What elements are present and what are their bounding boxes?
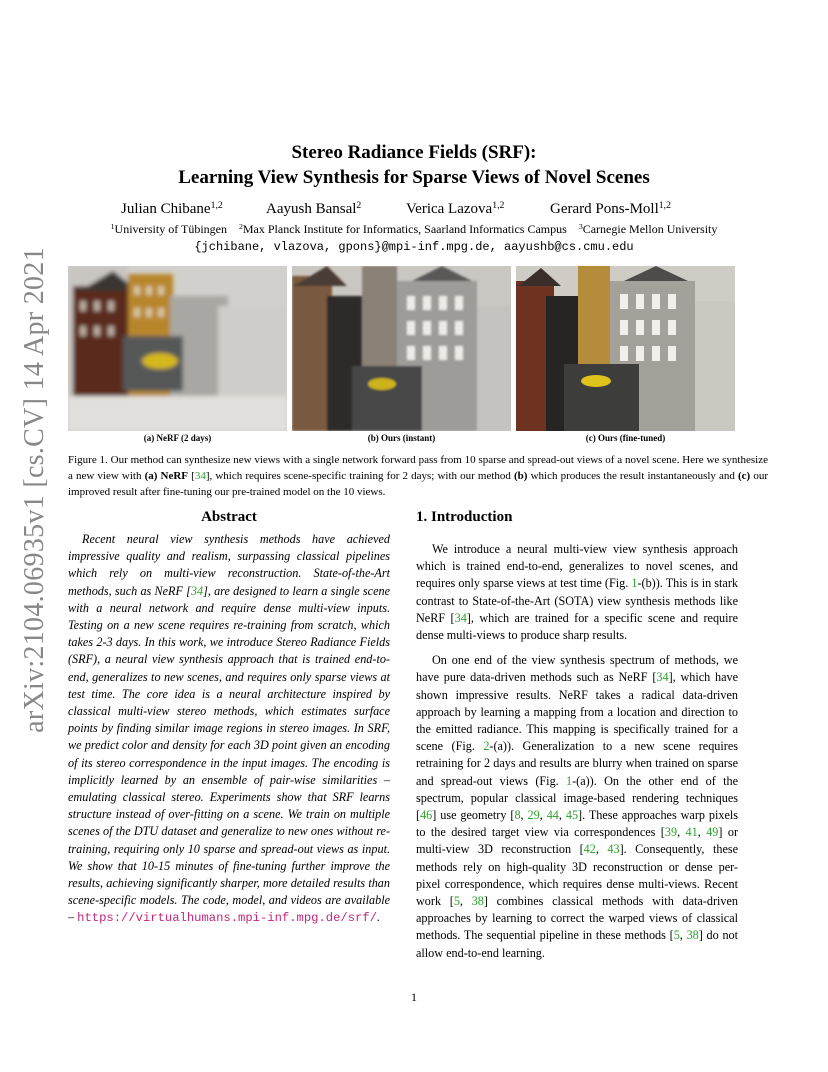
intro-text: ] combines classical methods with data-driven approaches by learning to correct the warped views of classical methods. The sequential pipeline in these methods [ [416,894,739,943]
author-name: Julian Chibane [121,201,211,217]
citation-link[interactable]: 34 [190,583,204,598]
citation-link[interactable]: 46 [420,808,433,823]
intro-text: , [539,808,547,823]
abstract-text: ], are designed to learn a single scene with a neural network and require dense multi-view inputs. Testing on a new scene requires re-training from scratch, which takes 2-3 days. In this work, we introduce Stereo Radiance Fields (SRF), a neural view synthesis approach that is trained end-to-end, generalizes to new scenes, and requires only sparse views at test time. The core idea is a neural architecture inspired by classical multi-view stereo methods, which estimates surface points by finding similar image regions in stereo images. In SRF, we predict color and density for each 3D point given an encoding of its stereo correspondence in the input images. The encoding is implicitly learned by an ensemble of pair-wise similarities – emulating classical stereo. Experiments show that SRF learns structure instead of over-fitting on a scene. We train on multiple scenes of the DTU dataset and generalize to new ones without re-training, requiring only 10 sparse and spread-out views as input. We show that 10-15 minutes of fine-tuning further improve the results, achieving significantly sharper, more detailed results than scene-specific models. The code, model, and videos are available – [68,583,390,925]
project-url-link[interactable]: https://virtualhumans.mpi-inf.mpg.de/srf/ [77,911,378,926]
caption-text: Our method can synthesize new views with a single network forward pass from 10 sparse and spread-out views of a novel scene. Here we synthesize a new view with [68,454,768,482]
intro-text: ] use geometry [ [432,808,515,823]
citation-link[interactable]: 42 [583,842,596,857]
author [266,201,361,218]
citation-link[interactable]: 34 [194,470,206,482]
intro-text: -(a)). Generalization to a new scene requires retraining for 2 days and results are blurry when trained on sparse and spread-out views (Fig. [416,739,738,788]
caption-label: Figure 1. [68,454,108,466]
author [121,201,223,218]
citation-link[interactable]: 38 [471,894,484,909]
author-sup: 2 [356,200,362,212]
scene-image-ours-finetuned [516,266,735,431]
citation-link[interactable]: 43 [607,842,620,857]
affil-sup: 2 [238,222,243,232]
caption-text: which produces the result instantaneously and [527,470,739,482]
citation-link[interactable]: 2 [483,739,490,754]
author [406,201,504,218]
citation-link[interactable]: 29 [527,808,540,823]
intro-body [416,541,738,962]
intro-text: ]. These approaches warp pixels to the desired target view via correspondences [ [416,808,739,840]
affiliation: Carnegie Mellon University [582,222,718,236]
affiliation: Max Planck Institute for Informatics, Saarland Informatics Campus [242,222,567,236]
caption-bold: (a) NeRF [144,470,189,482]
intro-text: ], which are trained for a specific scene and require dense multi-views to produce sharp results. [416,610,738,643]
abstract-text: Recent neural view synthesis methods have achieved impressive quality and realism, surpassing classical pipelines which rely on multi-view reconstruction. State-of-the-Art methods, such as NeRF [ [68,532,390,598]
citation-link[interactable]: 34 [656,670,669,685]
author-name: Verica Lazova [406,201,493,217]
abstract-body [68,531,390,928]
citation-link[interactable]: 44 [546,808,559,823]
affiliation: University of Tübingen [114,222,227,236]
citation-link[interactable]: 8 [514,808,521,823]
intro-text: -(b)). This is in stark contrast to State-of-the-Art (SOTA) view synthesis methods like NeRF [ [416,576,738,625]
intro-paragraph-1 [416,541,738,644]
citation-link[interactable]: 39 [664,825,678,840]
author-name: Aayush Bansal [266,201,357,217]
intro-text: ], which have shown impressive results. NeRF takes a radical data-driven approach by learning a mapping from a location and direction to the emitted radiance. This mapping is specifically trained for a scene (Fig. [416,670,738,754]
citation-link[interactable]: 38 [686,928,699,943]
intro-text: ]. Consequently, these methods rely on high-quality 3D reconstruction or dense per-pixel correspondence, which requires dense multi-views. Recent work [ [416,842,738,909]
scene-image-nerf [68,266,287,431]
paper-title-line-2: Learning View Synthesis for Sparse Views of Novel Scenes [178,167,650,188]
citation-link[interactable]: 1 [566,773,573,788]
citation-link[interactable]: 45 [565,808,579,823]
affil-sup: 1 [110,222,115,232]
citation-link[interactable]: 49 [706,825,719,840]
author-sup: 1,2 [492,200,505,212]
affil-sup: 3 [578,222,583,232]
author-sup: 1,2 [658,200,671,212]
author-sup: 1,2 [210,200,223,212]
arxiv-stamp-text: arXiv:2104.06935v1 [cs.CV] 14 Apr 2021 [19,247,50,733]
subcaption-c: (c) Ours (fine-tuned) [585,433,666,443]
intro-text: , [558,808,566,823]
intro-text: ] or multi-view 3D reconstruction [ [416,825,739,857]
figure-caption: Figure 1. Our method can synthesize new views with a single network forward pass from 10 sparse and spread-out views of a novel scene. Here we synthesize a new view with (a) NeRF [34], which requires scene-specific training for 2 days; with our method (b) which produces the result instantaneously and (c) our improved result after fine-tuning our pre-trained model on the 10 views. [68,454,769,498]
intro-text: -(a)). On the other end of the spectrum, popular classical image-based rendering techniques [ [416,773,738,823]
subcaption-b: (b) Ours (instant) [367,433,436,443]
citation-link[interactable]: 41 [685,825,698,840]
intro-text: ] do not allow end-to-end learning. [416,928,739,960]
author [550,201,671,218]
intro-text: We introduce a neural multi-view view synthesis approach which is trained end-to-end, generalizes to novel scenes, and requires only sparse views at test time (Fig. [416,542,738,591]
citation-link[interactable]: 5 [673,928,680,943]
intro-text: On one end of the view synthesis spectrum of methods, we have pure data-driven methods such as NeRF [ [416,653,738,685]
intro-text: , [677,825,686,840]
figure-panel-ours-instant [292,266,511,431]
intro-text: , [459,894,472,909]
caption-bold: (c) [738,470,751,482]
figure-panel-ours-finetuned [516,266,735,431]
abstract-text: . [377,910,381,925]
affiliations [0,222,828,237]
email-line: {jchibane, vlazova, gpons}@mpi-inf.mpg.de, aayushb@cs.cmu.edu [194,240,634,254]
intro-text: , [697,825,707,840]
author-name: Gerard Pons-Moll [550,201,659,217]
subcaption-a: (a) NeRF (2 days) [143,433,212,443]
caption-text: , which requires scene-specific training for 2 days; with our method [209,470,515,482]
intro-text: , [679,928,687,943]
citation-link[interactable]: 34 [454,610,467,625]
scene-image-ours-instant [292,266,511,431]
intro-heading: 1. Introduction [416,509,513,525]
intro-text: , [595,842,608,857]
intro-text: , [520,808,528,823]
arxiv-stamp [15,247,55,733]
citation-link[interactable]: 5 [453,894,460,909]
figure-panel-nerf [68,266,287,431]
citation-link[interactable]: 1 [631,576,638,591]
page-number: 1 [411,990,417,1004]
paper-title-line-1: Stereo Radiance Fields (SRF): [291,142,537,163]
caption-bold: (b) [514,470,528,482]
intro-paragraph-2 [416,652,738,962]
caption-text: our improved result after fine-tuning our pre-trained model on the 10 views. [68,470,769,498]
abstract-heading: Abstract [201,509,257,525]
